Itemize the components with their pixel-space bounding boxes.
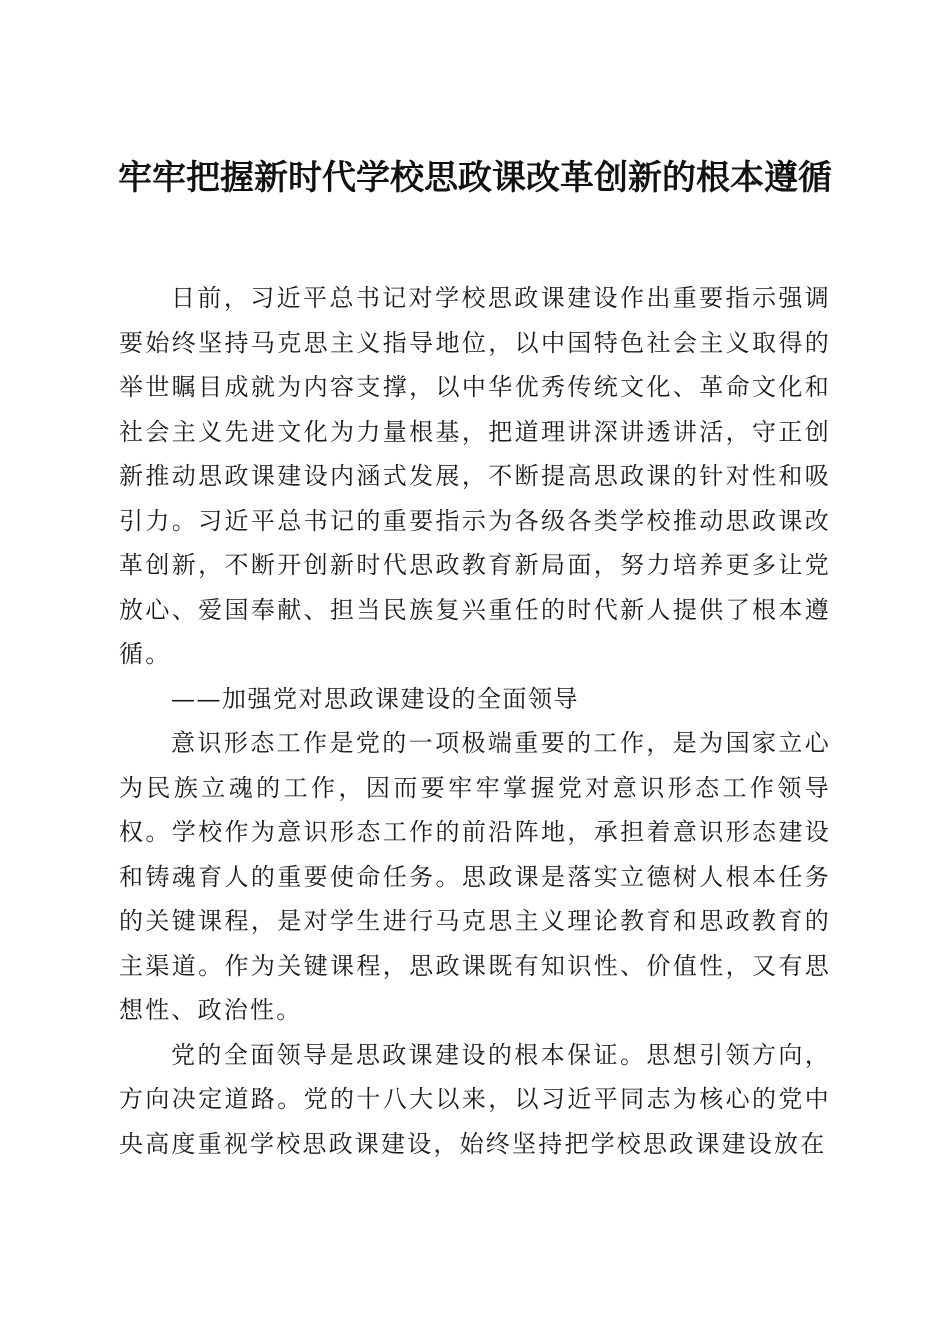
document-body: [119, 276, 831, 1166]
paragraph-leadership: 党的全面领导是思政课建设的根本保证。思想引领方向，方向决定道路。党的十八大以来，以习近平同志为核心的党中央高度重视学校思政课建设，始终坚持把学校思政课建设放在: [119, 1040, 831, 1158]
document-title: 牢牢把握新时代学校思政课改革创新的根本遵循: [118, 157, 832, 198]
section-heading: ——加强党对思政课建设的全面领导: [171, 684, 579, 713]
paragraph-intro: 日前，习近平总书记对学校思政课建设作出重要指示强调要始终坚持马克思主义指导地位，以中国特色社会主义取得的举世瞩目成就为内容支撑，以中华优秀传统文化、革命文化和社会主义先进文化为力量根基，把道理讲深讲透讲活，守正创新推动思政课建设内涵式发展，不断提高思政课的针对性和吸引力。习近平总书记的重要指示为各级各类学校推动思政课改革创新，不断开创新时代思政教育新局面，努力培养更多让党放心、爱国奉献、担当民族复兴重任的时代新人提供了根本遵循。: [119, 284, 831, 668]
paragraph-ideology: 意识形态工作是党的一项极端重要的工作，是为国家立心为民族立魂的工作，因而要牢牢掌握党对意识形态工作领导权。学校作为意识形态工作的前沿阵地，承担着意识形态建设和铸魂育人的重要使命任务。思政课是落实立德树人根本任务的关键课程，是对学生进行马克思主义理论教育和思政教育的主渠道。作为关键课程，思政课既有知识性、价值性，又有思想性、政治性。: [119, 729, 831, 1024]
